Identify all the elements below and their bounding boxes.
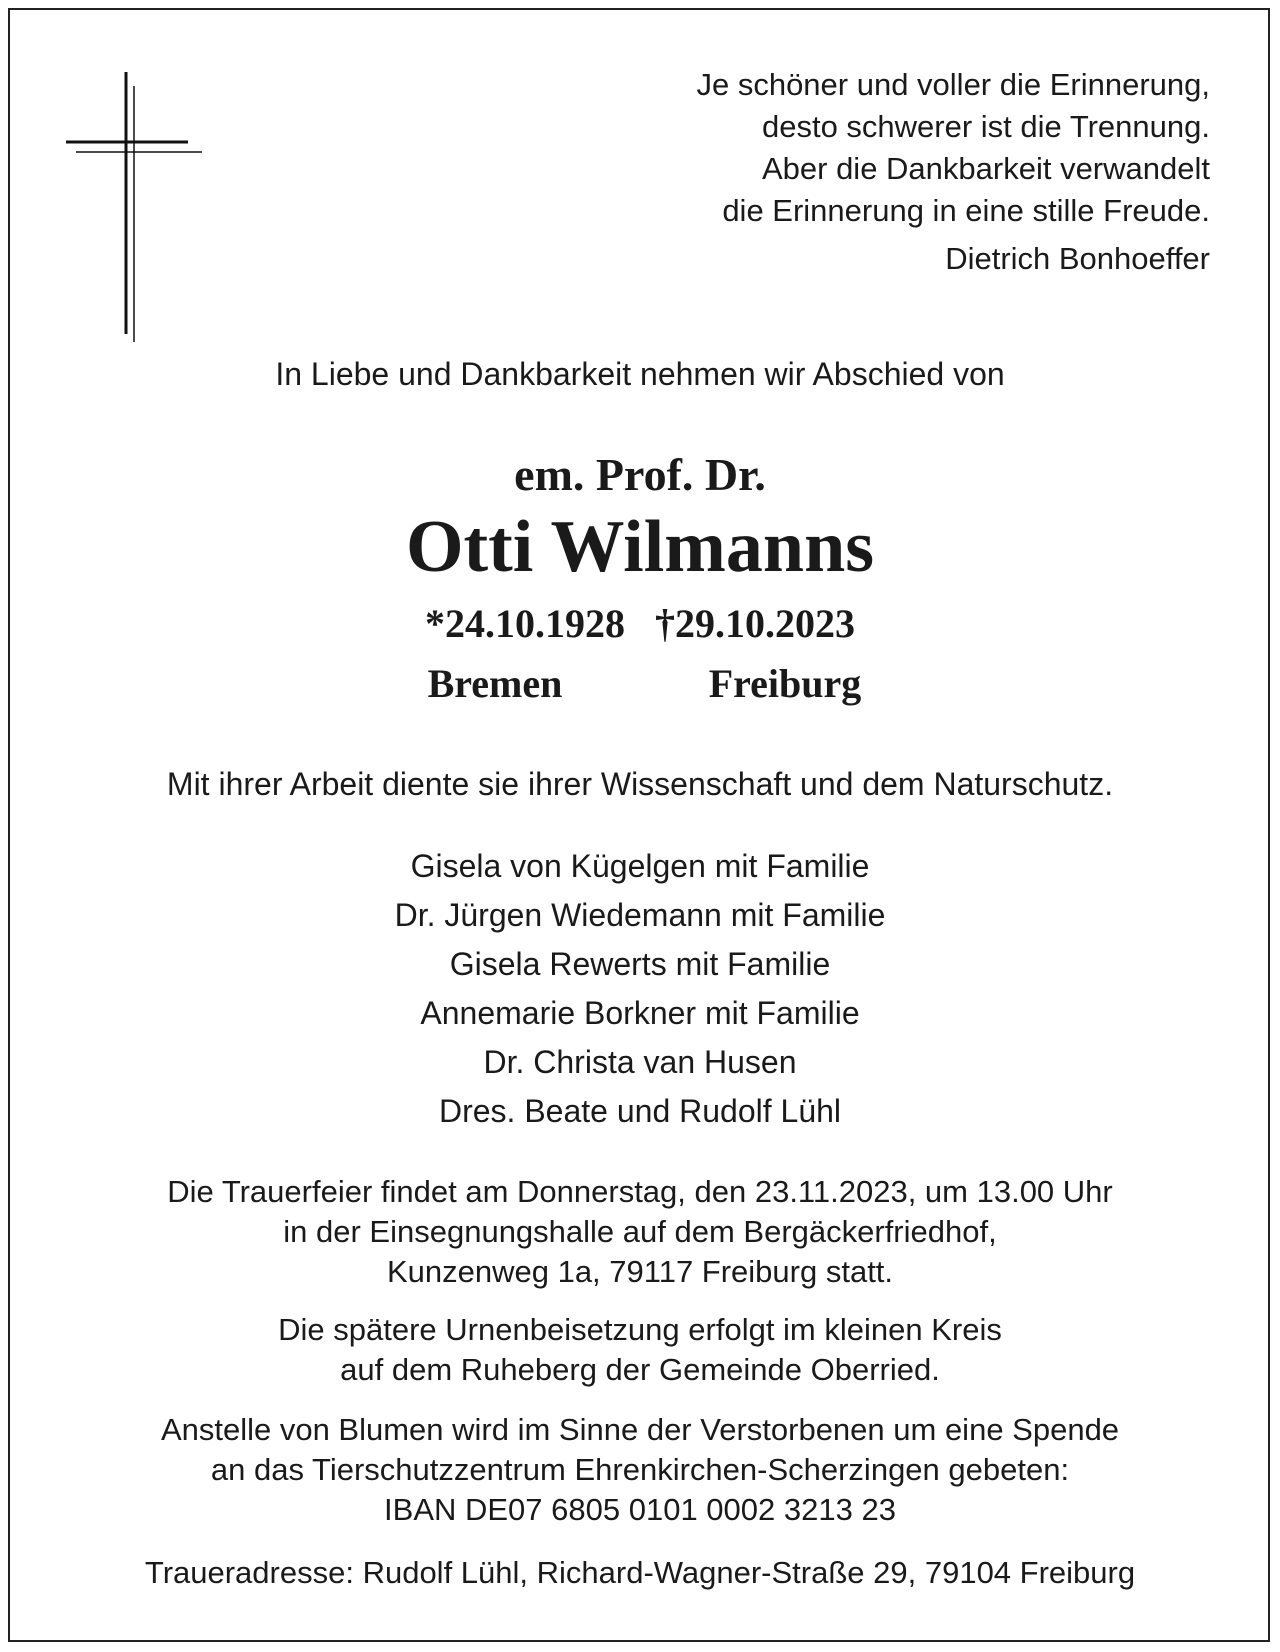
quote-line: Aber die Dankbarkeit verwandelt <box>761 151 1210 186</box>
donation-line: Anstelle von Blumen wird im Sinne der Verstorbenen um eine Spende <box>160 1412 1120 1447</box>
iban: IBAN DE07 6805 0101 0002 3213 23 <box>384 1492 896 1527</box>
birth-place: Bremen <box>427 661 563 706</box>
academic-title: em. Prof. Dr. <box>514 449 766 500</box>
death-date: †29.10.2023 <box>655 601 855 646</box>
family-member: Gisela Rewerts mit Familie <box>449 946 831 982</box>
urn-line: Die spätere Urnenbeisetzung erfolgt im kleinen Kreis <box>278 1312 1002 1347</box>
life-places <box>0 660 1280 707</box>
funeral-service-info <box>0 1172 1280 1292</box>
intro-text: In Liebe und Dankbarkeit nehmen wir Abschied von <box>275 356 1005 392</box>
service-line: Die Trauerfeier findet am Donnerstag, den 23.11.2023, um 13.00 Uhr <box>167 1174 1113 1209</box>
urn-line: auf dem Ruheberg der Gemeinde Oberried. <box>340 1352 940 1387</box>
family-member: Annemarie Borkner mit Familie <box>420 995 860 1031</box>
service-line: in der Einsegnungshalle auf dem Bergäckerfriedhof, <box>283 1214 997 1249</box>
quote-line: Je schöner und voller die Erinnerung, <box>696 67 1210 102</box>
quote-line: die Erinnerung in eine stille Freude. <box>722 193 1210 228</box>
family-member: Gisela von Kügelgen mit Familie <box>410 848 870 884</box>
family-member: Dres. Beate und Rudolf Lühl <box>438 1093 842 1129</box>
family-member: Dr. Jürgen Wiedemann mit Familie <box>394 897 886 933</box>
life-dates <box>0 600 1280 647</box>
mourning-address: Traueradresse: Rudolf Lühl, Richard-Wagner-Straße 29, 79104 Freiburg <box>144 1555 1136 1590</box>
cross-icon <box>66 72 202 342</box>
birth-date: *24.10.1928 <box>425 601 625 646</box>
quote-line: desto schwerer ist die Trennung. <box>761 109 1210 144</box>
deceased-name: Otti Wilmanns <box>405 506 875 588</box>
quote <box>450 64 1210 280</box>
work-statement: Mit ihrer Arbeit diente sie ihrer Wissenschaft und dem Naturschutz. <box>166 766 1114 802</box>
donation-info <box>0 1410 1280 1530</box>
service-line: Kunzenweg 1a, 79117 Freiburg statt. <box>386 1254 894 1289</box>
urn-burial-info <box>0 1310 1280 1390</box>
donation-line: an das Tierschutzzentrum Ehrenkirchen-Scherzingen gebeten: <box>210 1452 1070 1487</box>
quote-author: Dietrich Bonhoeffer <box>945 241 1210 276</box>
family-list <box>0 842 1280 1136</box>
family-member: Dr. Christa van Husen <box>483 1044 797 1080</box>
death-place: Freiburg <box>708 661 862 706</box>
